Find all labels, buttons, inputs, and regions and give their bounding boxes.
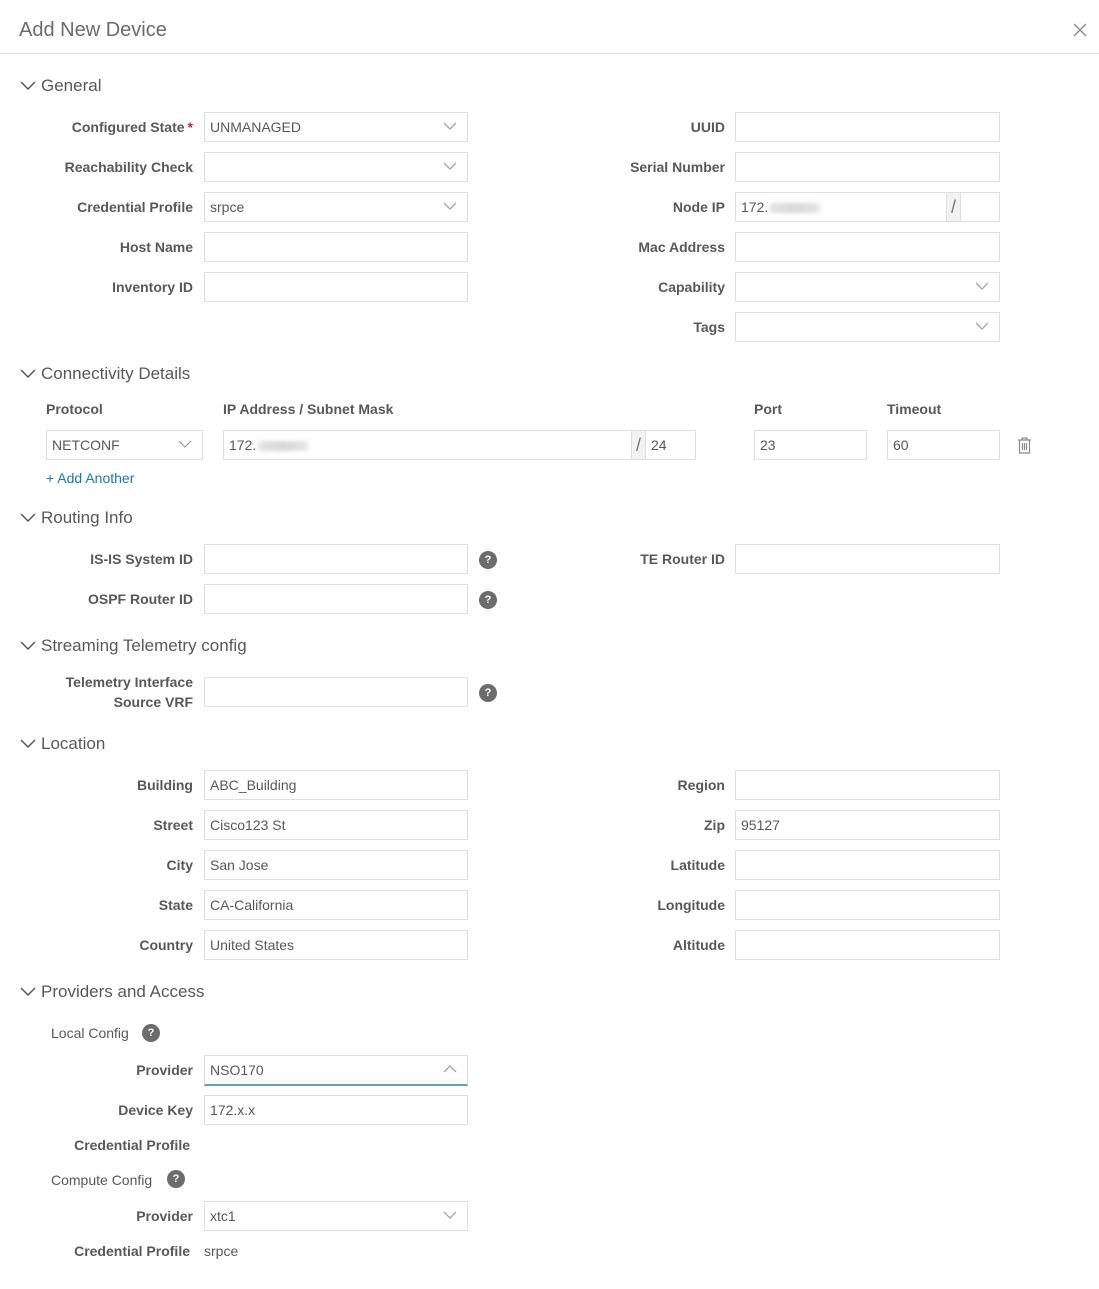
compute-credential-profile-label: Credential Profile	[74, 1243, 190, 1259]
trash-icon[interactable]	[1017, 437, 1032, 454]
local-provider-select[interactable]	[204, 1055, 468, 1086]
subnet-mask-input[interactable]: 24	[645, 430, 696, 460]
region-label: Region	[677, 777, 725, 793]
section-title: Location	[41, 734, 106, 753]
dialog-header	[0, 0, 1099, 54]
country-label: Country	[139, 937, 193, 953]
chevron-down-icon	[20, 369, 36, 379]
section-title: Routing Info	[41, 508, 133, 527]
credential-profile-value: srpce	[210, 199, 245, 215]
section-providers-toggle[interactable]	[20, 982, 204, 1002]
street-label: Street	[153, 817, 193, 833]
timeout-column-header: Timeout	[887, 401, 942, 417]
altitude-input[interactable]	[735, 930, 1000, 960]
inventory-id-label: Inventory ID	[112, 279, 193, 295]
host-name-label: Host Name	[119, 239, 193, 255]
state-label: State	[158, 897, 193, 913]
configured-state-value: UNMANAGED	[210, 119, 302, 135]
latitude-input[interactable]	[735, 850, 1000, 880]
redacted-text	[257, 441, 309, 451]
chevron-down-icon	[20, 739, 36, 749]
credential-profile-label: Credential Profile	[77, 199, 193, 215]
compute-provider-select[interactable]	[204, 1201, 468, 1231]
configured-state-label: Configured State *	[71, 119, 193, 135]
ospf-router-id-input[interactable]	[204, 584, 468, 614]
subnet-separator: /	[947, 192, 960, 222]
chevron-down-icon	[443, 1211, 457, 1219]
building-input[interactable]: ABC_Building	[204, 770, 468, 800]
local-credential-profile-label: Credential Profile	[74, 1137, 190, 1153]
telemetry-vrf-label: Telemetry Interface Source VRF	[65, 674, 193, 710]
city-input[interactable]: San Jose	[204, 850, 468, 880]
longitude-label: Longitude	[657, 897, 725, 913]
serial-number-label: Serial Number	[630, 159, 725, 175]
ip-address-input[interactable]	[223, 430, 632, 460]
protocol-column-header: Protocol	[46, 401, 103, 417]
ip-column-header: IP Address / Subnet Mask	[223, 401, 394, 417]
subnet-separator: /	[632, 430, 645, 460]
required-marker: *	[187, 119, 193, 135]
country-input[interactable]: United States	[204, 930, 468, 960]
chevron-down-icon	[20, 987, 36, 997]
help-icon[interactable]: ?	[167, 1170, 185, 1188]
section-title: Providers and Access	[41, 982, 205, 1001]
serial-number-input[interactable]	[735, 152, 1000, 182]
compute-config-title: Compute Config	[51, 1172, 153, 1188]
zip-input[interactable]: 95127	[735, 810, 1000, 840]
protocol-select[interactable]	[46, 430, 203, 460]
uuid-input[interactable]	[735, 112, 1000, 142]
longitude-input[interactable]	[735, 890, 1000, 920]
section-routing-toggle[interactable]	[20, 508, 133, 528]
compute-provider-value: xtc1	[210, 1208, 236, 1224]
device-key-label: Device Key	[118, 1102, 193, 1118]
capability-select[interactable]	[735, 272, 1000, 302]
mac-address-input[interactable]	[735, 232, 1000, 262]
chevron-down-icon	[975, 322, 989, 330]
local-config-title: Local Config	[51, 1025, 129, 1041]
port-input[interactable]: 23	[754, 430, 867, 460]
chevron-down-icon	[975, 282, 989, 290]
compute-credential-profile-value: srpce	[204, 1243, 239, 1259]
isis-system-id-label: IS-IS System ID	[90, 551, 193, 567]
redacted-text	[769, 203, 821, 213]
section-title: General	[41, 76, 102, 95]
ospf-router-id-label: OSPF Router ID	[87, 591, 193, 607]
telemetry-vrf-input[interactable]	[204, 677, 468, 707]
timeout-input[interactable]: 60	[887, 430, 1000, 460]
region-input[interactable]	[735, 770, 1000, 800]
mac-address-label: Mac Address	[638, 239, 725, 255]
port-column-header: Port	[754, 401, 782, 417]
help-icon[interactable]: ?	[479, 684, 497, 702]
section-title: Connectivity Details	[41, 364, 191, 383]
node-ip-label: Node IP	[672, 199, 725, 215]
help-icon[interactable]: ?	[479, 551, 497, 569]
building-label: Building	[137, 777, 193, 793]
latitude-label: Latitude	[670, 857, 725, 873]
city-label: City	[166, 857, 193, 873]
node-ip-input[interactable]	[735, 192, 947, 222]
ip-address-value: 172.	[229, 437, 257, 453]
add-another-link[interactable]: + Add Another	[46, 470, 135, 486]
chevron-up-icon	[443, 1065, 457, 1073]
tags-label: Tags	[693, 319, 725, 335]
local-provider-label: Provider	[136, 1062, 193, 1078]
node-ip-value: 172.	[741, 199, 769, 215]
street-input[interactable]: Cisco123 St	[204, 810, 468, 840]
chevron-down-icon	[178, 440, 192, 448]
te-router-id-input[interactable]	[735, 544, 1000, 574]
section-connectivity-toggle[interactable]	[20, 364, 190, 384]
altitude-label: Altitude	[672, 937, 725, 953]
state-input[interactable]: CA-California	[204, 890, 468, 920]
section-location-toggle[interactable]	[20, 734, 105, 754]
help-icon[interactable]: ?	[142, 1024, 160, 1042]
close-icon[interactable]	[1072, 22, 1088, 38]
te-router-id-label: TE Router ID	[640, 551, 725, 567]
section-telemetry-toggle[interactable]	[20, 636, 247, 656]
node-ip-mask-input[interactable]	[960, 192, 1000, 222]
uuid-label: UUID	[690, 119, 725, 135]
section-title: Streaming Telemetry config	[41, 636, 247, 655]
local-provider-value: NSO170	[210, 1062, 264, 1078]
dialog-title: Add New Device	[19, 19, 167, 41]
help-icon[interactable]: ?	[479, 591, 497, 609]
protocol-value: NETCONF	[52, 437, 120, 453]
tags-select[interactable]	[735, 312, 1000, 342]
chevron-down-icon	[20, 513, 36, 523]
compute-provider-label: Provider	[136, 1208, 193, 1224]
device-key-input[interactable]: 172.x.x	[204, 1095, 468, 1125]
reachability-check-label: Reachability Check	[64, 159, 193, 175]
chevron-down-icon	[20, 81, 36, 91]
capability-label: Capability	[658, 279, 725, 295]
chevron-down-icon	[20, 641, 36, 651]
section-general-toggle[interactable]	[20, 76, 101, 96]
zip-label: Zip	[704, 817, 725, 833]
